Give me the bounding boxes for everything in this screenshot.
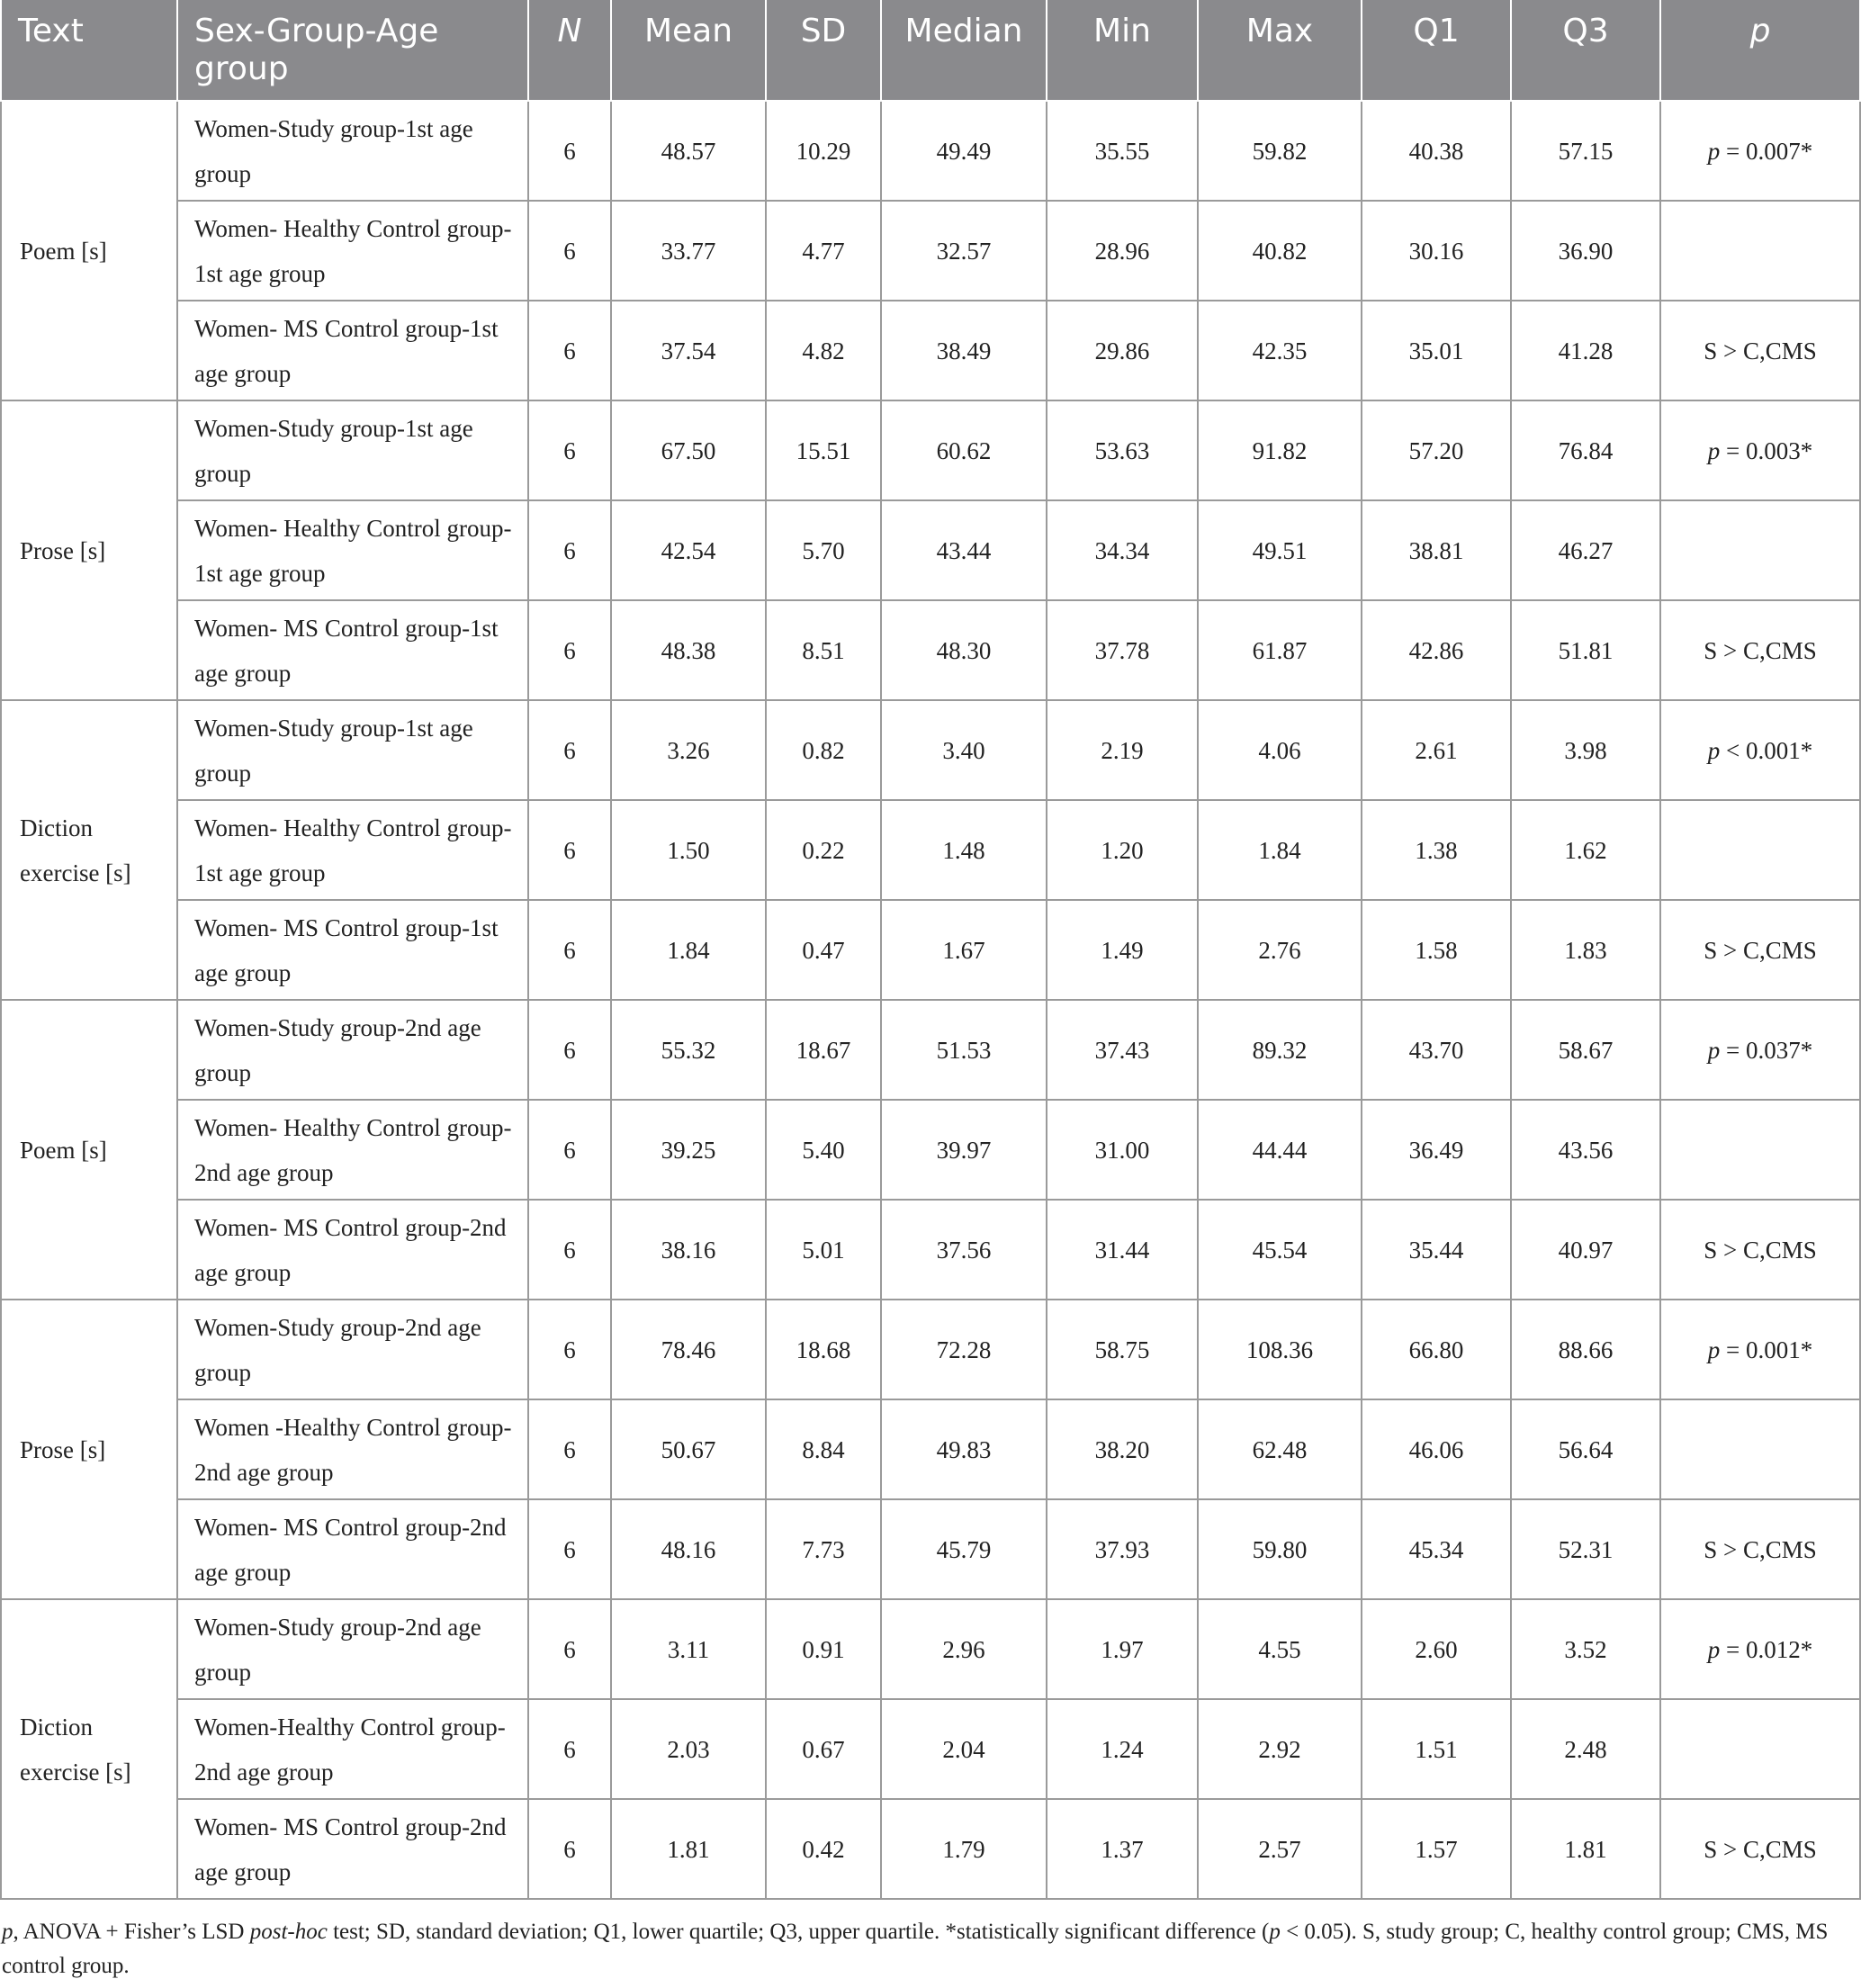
median-cell: 3.40 xyxy=(881,700,1047,800)
n-cell: 6 xyxy=(528,900,611,1000)
max-cell: 2.57 xyxy=(1198,1799,1362,1899)
min-cell: 1.24 xyxy=(1047,1699,1198,1799)
table-body xyxy=(1,101,1860,1899)
p-value-cell xyxy=(1660,301,1860,400)
p-symbol: p xyxy=(1707,1635,1721,1663)
text-type-cell: Poem [s] xyxy=(1,1000,177,1300)
p-value-text: < 0.001* xyxy=(1720,736,1813,764)
sd-cell: 5.70 xyxy=(766,500,881,600)
table-footnote xyxy=(0,1915,1847,1984)
p-value-cell xyxy=(1660,1100,1860,1200)
mean-cell: 67.50 xyxy=(611,400,766,500)
q1-cell: 43.70 xyxy=(1362,1000,1511,1100)
table-row xyxy=(1,600,1860,700)
header-median: Median xyxy=(881,0,1047,101)
mean-cell: 3.26 xyxy=(611,700,766,800)
max-cell: 2.92 xyxy=(1198,1699,1362,1799)
max-cell: 44.44 xyxy=(1198,1100,1362,1200)
p-value-text: S > C,CMS xyxy=(1704,636,1817,664)
footnote-p-symbol: p xyxy=(2,1920,13,1944)
p-value-cell xyxy=(1660,600,1860,700)
group-cell: Women-Study group-2nd age group xyxy=(177,1300,528,1399)
q3-cell: 57.15 xyxy=(1511,101,1660,201)
median-cell: 72.28 xyxy=(881,1300,1047,1399)
q3-cell: 1.81 xyxy=(1511,1799,1660,1899)
table-row xyxy=(1,1000,1860,1100)
median-cell: 32.57 xyxy=(881,201,1047,301)
sd-cell: 8.84 xyxy=(766,1399,881,1499)
q3-cell: 3.98 xyxy=(1511,700,1660,800)
table-row xyxy=(1,101,1860,201)
footnote-posthoc: post-hoc xyxy=(249,1920,328,1944)
table-row xyxy=(1,1599,1860,1699)
n-cell: 6 xyxy=(528,1699,611,1799)
median-cell: 60.62 xyxy=(881,400,1047,500)
table-row xyxy=(1,900,1860,1000)
text-type-cell: Prose [s] xyxy=(1,400,177,700)
p-symbol: p xyxy=(1707,137,1721,165)
group-cell: Women- Healthy Control group-1st age group xyxy=(177,500,528,600)
max-cell: 2.76 xyxy=(1198,900,1362,1000)
mean-cell: 39.25 xyxy=(611,1100,766,1200)
min-cell: 1.97 xyxy=(1047,1599,1198,1699)
median-cell: 1.48 xyxy=(881,800,1047,900)
mean-cell: 1.84 xyxy=(611,900,766,1000)
group-cell: Women- MS Control group-1st age group xyxy=(177,900,528,1000)
p-value-text: S > C,CMS xyxy=(1704,1835,1817,1863)
text-type-cell: Poem [s] xyxy=(1,101,177,400)
p-value-text: S > C,CMS xyxy=(1704,337,1817,364)
table-row xyxy=(1,301,1860,400)
mean-cell: 1.81 xyxy=(611,1799,766,1899)
text-type-cell: Diction exercise [s] xyxy=(1,1599,177,1899)
p-value-cell xyxy=(1660,1599,1860,1699)
sd-cell: 10.29 xyxy=(766,101,881,201)
footnote-text-3: < 0.05). S, study group; C, healthy control group; CMS, MS control group. xyxy=(2,1920,1829,1978)
group-cell: Women- MS Control group-1st age group xyxy=(177,600,528,700)
header-max: Max xyxy=(1198,0,1362,101)
q3-cell: 76.84 xyxy=(1511,400,1660,500)
p-symbol: p xyxy=(1707,1036,1721,1064)
q1-cell: 36.49 xyxy=(1362,1100,1511,1200)
q1-cell: 2.61 xyxy=(1362,700,1511,800)
median-cell: 1.67 xyxy=(881,900,1047,1000)
group-cell: Women- Healthy Control group-2nd age group xyxy=(177,1100,528,1200)
table-row xyxy=(1,1100,1860,1200)
header-n: N xyxy=(528,0,611,101)
p-value-cell xyxy=(1660,1499,1860,1599)
table-row xyxy=(1,1399,1860,1499)
min-cell: 29.86 xyxy=(1047,301,1198,400)
p-symbol: p xyxy=(1707,1336,1721,1363)
header-q1: Q1 xyxy=(1362,0,1511,101)
p-value-text: = 0.007* xyxy=(1720,137,1813,165)
table-row xyxy=(1,1799,1860,1899)
mean-cell: 2.03 xyxy=(611,1699,766,1799)
group-cell: Women- Healthy Control group-1st age group xyxy=(177,800,528,900)
mean-cell: 38.16 xyxy=(611,1200,766,1300)
median-cell: 2.04 xyxy=(881,1699,1047,1799)
mean-cell: 42.54 xyxy=(611,500,766,600)
footnote-p-symbol-2: p xyxy=(1269,1920,1281,1944)
min-cell: 58.75 xyxy=(1047,1300,1198,1399)
median-cell: 49.83 xyxy=(881,1399,1047,1499)
min-cell: 1.20 xyxy=(1047,800,1198,900)
group-cell: Women-Study group-1st age group xyxy=(177,400,528,500)
q1-cell: 38.81 xyxy=(1362,500,1511,600)
n-cell: 6 xyxy=(528,1100,611,1200)
p-value-text: S > C,CMS xyxy=(1704,1236,1817,1264)
p-value-cell xyxy=(1660,1200,1860,1300)
q3-cell: 2.48 xyxy=(1511,1699,1660,1799)
mean-cell: 37.54 xyxy=(611,301,766,400)
sd-cell: 7.73 xyxy=(766,1499,881,1599)
min-cell: 31.44 xyxy=(1047,1200,1198,1300)
n-cell: 6 xyxy=(528,301,611,400)
header-min: Min xyxy=(1047,0,1198,101)
q1-cell: 42.86 xyxy=(1362,600,1511,700)
sd-cell: 8.51 xyxy=(766,600,881,700)
p-value-text: S > C,CMS xyxy=(1704,936,1817,964)
group-cell: Women-Healthy Control group-2nd age group xyxy=(177,1699,528,1799)
q1-cell: 2.60 xyxy=(1362,1599,1511,1699)
n-cell: 6 xyxy=(528,400,611,500)
min-cell: 35.55 xyxy=(1047,101,1198,201)
header-q3: Q3 xyxy=(1511,0,1660,101)
header-row xyxy=(1,0,1860,101)
sd-cell: 0.91 xyxy=(766,1599,881,1699)
min-cell: 31.00 xyxy=(1047,1100,1198,1200)
group-cell: Women- Healthy Control group-1st age group xyxy=(177,201,528,301)
sd-cell: 4.77 xyxy=(766,201,881,301)
p-value-text: S > C,CMS xyxy=(1704,1535,1817,1563)
text-type-cell: Prose [s] xyxy=(1,1300,177,1599)
q1-cell: 1.38 xyxy=(1362,800,1511,900)
q3-cell: 36.90 xyxy=(1511,201,1660,301)
q3-cell: 43.56 xyxy=(1511,1100,1660,1200)
p-symbol: p xyxy=(1707,736,1721,764)
table-header xyxy=(1,0,1860,101)
median-cell: 48.30 xyxy=(881,600,1047,700)
sd-cell: 0.22 xyxy=(766,800,881,900)
q3-cell: 58.67 xyxy=(1511,1000,1660,1100)
q1-cell: 1.51 xyxy=(1362,1699,1511,1799)
max-cell: 108.36 xyxy=(1198,1300,1362,1399)
median-cell: 49.49 xyxy=(881,101,1047,201)
max-cell: 59.80 xyxy=(1198,1499,1362,1599)
min-cell: 28.96 xyxy=(1047,201,1198,301)
q3-cell: 1.62 xyxy=(1511,800,1660,900)
p-value-cell xyxy=(1660,1300,1860,1399)
q3-cell: 41.28 xyxy=(1511,301,1660,400)
mean-cell: 78.46 xyxy=(611,1300,766,1399)
group-cell: Women- MS Control group-2nd age group xyxy=(177,1499,528,1599)
min-cell: 1.49 xyxy=(1047,900,1198,1000)
p-value-cell xyxy=(1660,500,1860,600)
footnote-text-1: , ANOVA + Fisher’s LSD xyxy=(13,1920,250,1944)
table-row xyxy=(1,800,1860,900)
max-cell: 1.84 xyxy=(1198,800,1362,900)
table-row xyxy=(1,201,1860,301)
p-value-text: = 0.012* xyxy=(1720,1635,1813,1663)
q3-cell: 40.97 xyxy=(1511,1200,1660,1300)
p-value-cell xyxy=(1660,1399,1860,1499)
n-cell: 6 xyxy=(528,1300,611,1399)
group-cell: Women- MS Control group-2nd age group xyxy=(177,1799,528,1899)
max-cell: 49.51 xyxy=(1198,500,1362,600)
n-cell: 6 xyxy=(528,1000,611,1100)
mean-cell: 33.77 xyxy=(611,201,766,301)
median-cell: 39.97 xyxy=(881,1100,1047,1200)
min-cell: 37.93 xyxy=(1047,1499,1198,1599)
header-text: Text xyxy=(1,0,177,101)
group-cell: Women- MS Control group-1st age group xyxy=(177,301,528,400)
group-cell: Women-Study group-1st age group xyxy=(177,101,528,201)
p-value-cell xyxy=(1660,1000,1860,1100)
q1-cell: 35.44 xyxy=(1362,1200,1511,1300)
q3-cell: 51.81 xyxy=(1511,600,1660,700)
q1-cell: 57.20 xyxy=(1362,400,1511,500)
table-row xyxy=(1,500,1860,600)
q1-cell: 45.34 xyxy=(1362,1499,1511,1599)
sd-cell: 0.82 xyxy=(766,700,881,800)
min-cell: 2.19 xyxy=(1047,700,1198,800)
n-cell: 6 xyxy=(528,1499,611,1599)
min-cell: 37.78 xyxy=(1047,600,1198,700)
group-cell: Women-Study group-1st age group xyxy=(177,700,528,800)
q3-cell: 1.83 xyxy=(1511,900,1660,1000)
group-cell: Women-Study group-2nd age group xyxy=(177,1599,528,1699)
q1-cell: 66.80 xyxy=(1362,1300,1511,1399)
mean-cell: 48.38 xyxy=(611,600,766,700)
sd-cell: 18.67 xyxy=(766,1000,881,1100)
n-cell: 6 xyxy=(528,101,611,201)
p-value-cell xyxy=(1660,1699,1860,1799)
group-cell: Women -Healthy Control group-2nd age group xyxy=(177,1399,528,1499)
n-cell: 6 xyxy=(528,600,611,700)
max-cell: 61.87 xyxy=(1198,600,1362,700)
q3-cell: 46.27 xyxy=(1511,500,1660,600)
sd-cell: 4.82 xyxy=(766,301,881,400)
q1-cell: 40.38 xyxy=(1362,101,1511,201)
median-cell: 38.49 xyxy=(881,301,1047,400)
median-cell: 45.79 xyxy=(881,1499,1047,1599)
min-cell: 37.43 xyxy=(1047,1000,1198,1100)
sd-cell: 15.51 xyxy=(766,400,881,500)
n-cell: 6 xyxy=(528,1399,611,1499)
table-row xyxy=(1,700,1860,800)
min-cell: 53.63 xyxy=(1047,400,1198,500)
p-value-cell xyxy=(1660,800,1860,900)
n-cell: 6 xyxy=(528,500,611,600)
mean-cell: 50.67 xyxy=(611,1399,766,1499)
median-cell: 37.56 xyxy=(881,1200,1047,1300)
header-sd: SD xyxy=(766,0,881,101)
text-type-cell: Diction exercise [s] xyxy=(1,700,177,1000)
max-cell: 89.32 xyxy=(1198,1000,1362,1100)
p-symbol: p xyxy=(1707,436,1721,464)
max-cell: 45.54 xyxy=(1198,1200,1362,1300)
median-cell: 43.44 xyxy=(881,500,1047,600)
mean-cell: 1.50 xyxy=(611,800,766,900)
mean-cell: 55.32 xyxy=(611,1000,766,1100)
group-cell: Women- MS Control group-2nd age group xyxy=(177,1200,528,1300)
q1-cell: 35.01 xyxy=(1362,301,1511,400)
p-value-text: = 0.001* xyxy=(1720,1336,1813,1363)
q3-cell: 88.66 xyxy=(1511,1300,1660,1399)
q1-cell: 1.58 xyxy=(1362,900,1511,1000)
sd-cell: 0.67 xyxy=(766,1699,881,1799)
p-value-cell xyxy=(1660,101,1860,201)
n-cell: 6 xyxy=(528,1200,611,1300)
p-value-cell xyxy=(1660,700,1860,800)
sd-cell: 0.42 xyxy=(766,1799,881,1899)
q1-cell: 1.57 xyxy=(1362,1799,1511,1899)
p-value-cell xyxy=(1660,900,1860,1000)
n-cell: 6 xyxy=(528,700,611,800)
footnote-text-2: test; SD, standard deviation; Q1, lower quartile; Q3, upper quartile. *statistically significant difference ( xyxy=(327,1920,1270,1944)
sd-cell: 18.68 xyxy=(766,1300,881,1399)
table-row xyxy=(1,1300,1860,1399)
n-cell: 6 xyxy=(528,1799,611,1899)
table-row xyxy=(1,1499,1860,1599)
max-cell: 40.82 xyxy=(1198,201,1362,301)
median-cell: 2.96 xyxy=(881,1599,1047,1699)
min-cell: 34.34 xyxy=(1047,500,1198,600)
max-cell: 4.55 xyxy=(1198,1599,1362,1699)
header-sex-group-age-group: Sex-Group-Age group xyxy=(177,0,528,101)
sd-cell: 5.40 xyxy=(766,1100,881,1200)
min-cell: 38.20 xyxy=(1047,1399,1198,1499)
p-value-text: = 0.003* xyxy=(1720,436,1813,464)
table-row xyxy=(1,400,1860,500)
mean-cell: 3.11 xyxy=(611,1599,766,1699)
median-cell: 51.53 xyxy=(881,1000,1047,1100)
mean-cell: 48.57 xyxy=(611,101,766,201)
q3-cell: 3.52 xyxy=(1511,1599,1660,1699)
p-value-cell xyxy=(1660,1799,1860,1899)
max-cell: 4.06 xyxy=(1198,700,1362,800)
max-cell: 42.35 xyxy=(1198,301,1362,400)
min-cell: 1.37 xyxy=(1047,1799,1198,1899)
max-cell: 62.48 xyxy=(1198,1399,1362,1499)
sd-cell: 5.01 xyxy=(766,1200,881,1300)
n-cell: 6 xyxy=(528,1599,611,1699)
header-mean: Mean xyxy=(611,0,766,101)
table-row xyxy=(1,1699,1860,1799)
group-cell: Women-Study group-2nd age group xyxy=(177,1000,528,1100)
p-value-text: = 0.037* xyxy=(1720,1036,1813,1064)
median-cell: 1.79 xyxy=(881,1799,1047,1899)
n-cell: 6 xyxy=(528,201,611,301)
max-cell: 59.82 xyxy=(1198,101,1362,201)
table-row xyxy=(1,1200,1860,1300)
q1-cell: 30.16 xyxy=(1362,201,1511,301)
p-value-cell xyxy=(1660,400,1860,500)
p-value-cell xyxy=(1660,201,1860,301)
q3-cell: 52.31 xyxy=(1511,1499,1660,1599)
q1-cell: 46.06 xyxy=(1362,1399,1511,1499)
header-p: p xyxy=(1660,0,1860,101)
max-cell: 91.82 xyxy=(1198,400,1362,500)
n-cell: 6 xyxy=(528,800,611,900)
sd-cell: 0.47 xyxy=(766,900,881,1000)
mean-cell: 48.16 xyxy=(611,1499,766,1599)
q3-cell: 56.64 xyxy=(1511,1399,1660,1499)
